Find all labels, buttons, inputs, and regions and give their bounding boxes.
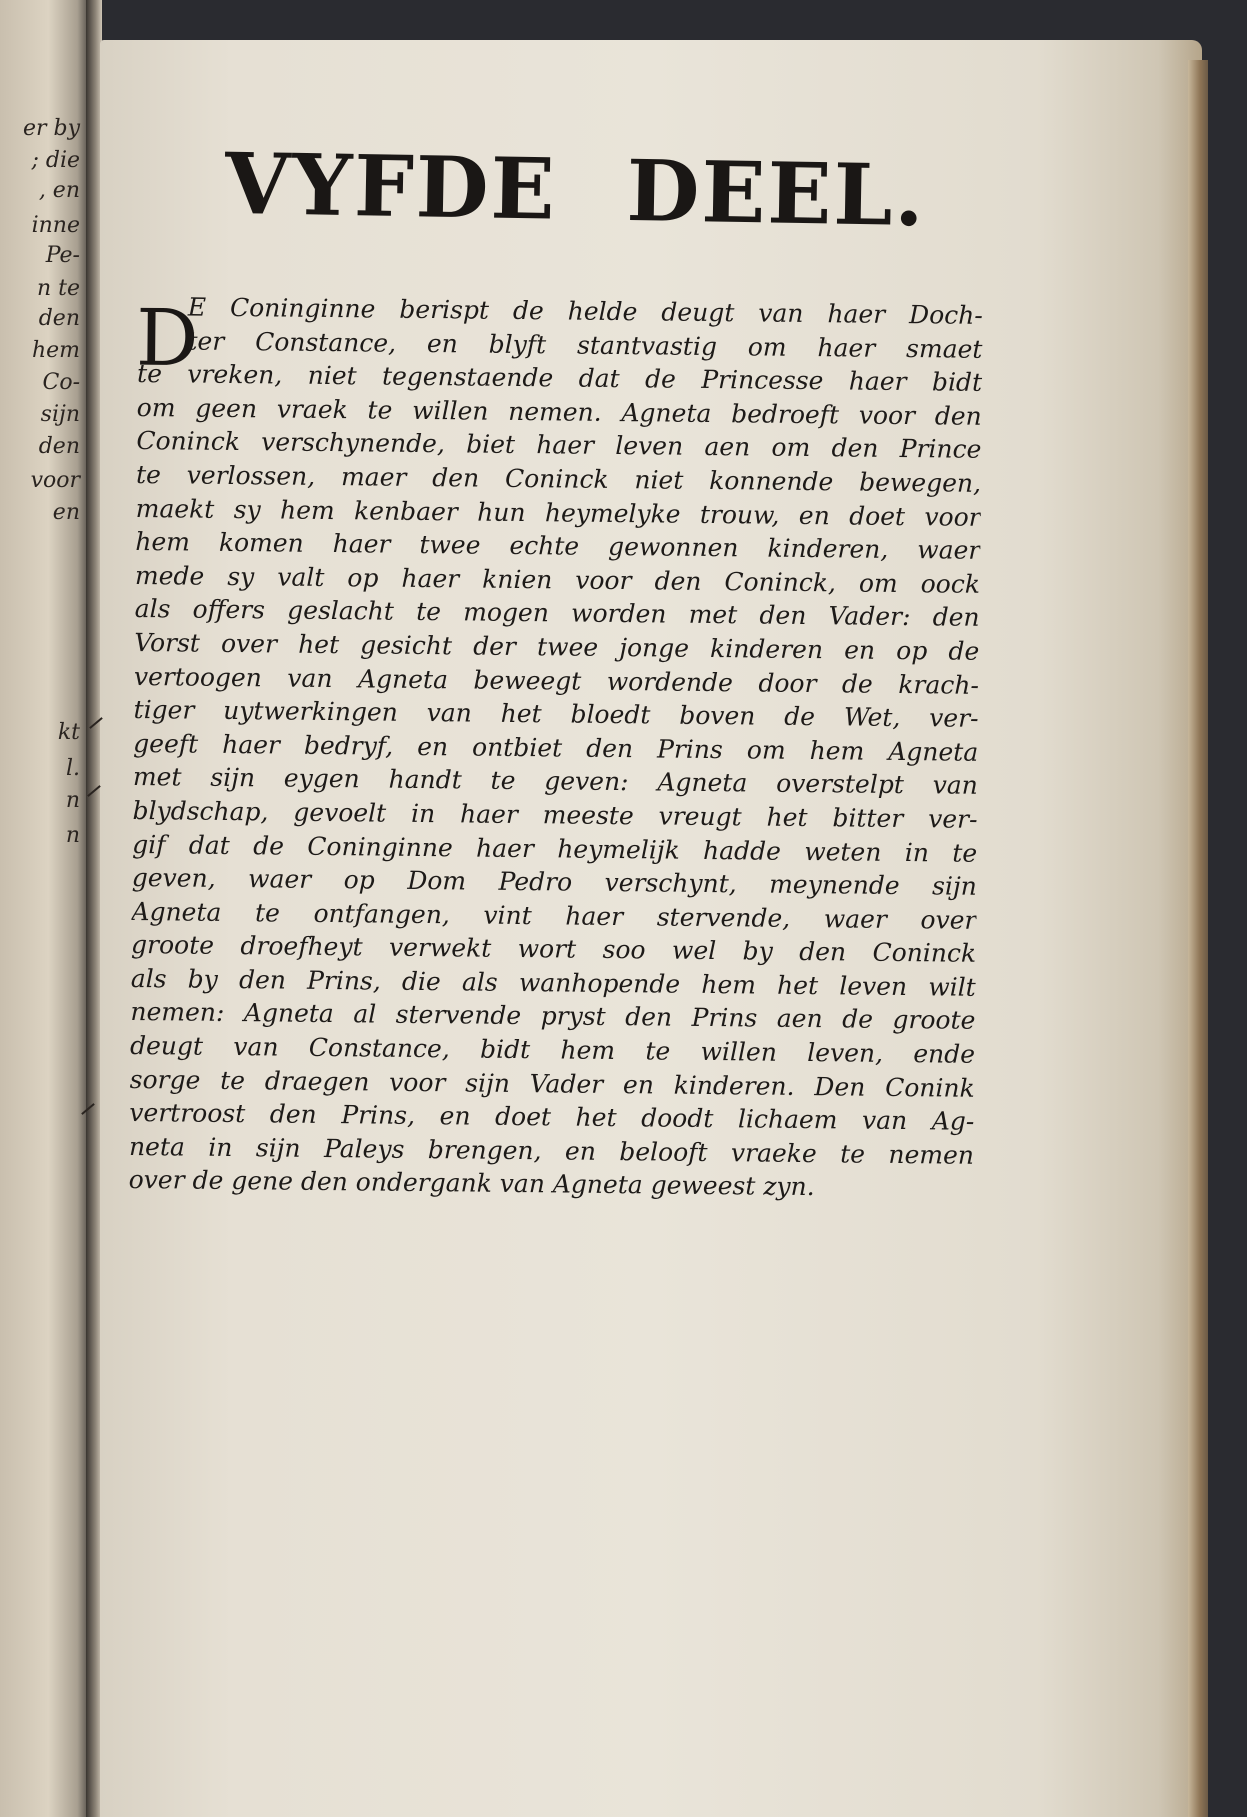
left-page-fragment: l.	[65, 756, 80, 781]
text-line: sorge te draegen voor sijn Vader en kinderen. Den Conink	[129, 1064, 975, 1103]
left-page-fragment: hem	[31, 338, 80, 363]
text-line: als by den Prins, die als wanhopende hem het leven wilt	[130, 963, 976, 1002]
text-line: tiger uytwerkingen van het bloedt boven de Wet, ver-	[133, 695, 979, 733]
left-page-fragment: Co-	[42, 370, 80, 395]
left-page-fragment: n	[65, 823, 80, 848]
text-line: over de gene den ondergank van Agneta geweest zyn.	[128, 1165, 815, 1202]
text-line: ter Constance, en blyft stantvastig om haer smaet	[187, 326, 983, 364]
text-line: mede sy valt op haer knien voor den Coninck, om oock	[134, 560, 981, 599]
left-page-fragment: den	[38, 434, 80, 459]
text-line: Vorst over het gesicht der twee jonge kinderen en op de	[134, 627, 980, 666]
text-line: maekt sy hem kenbaer hun heymelyke trouw, en doet voor	[135, 493, 981, 532]
left-page-fragment: den	[38, 306, 80, 331]
text-line: om geen vraek te willen nemen. Agneta bedroeft voor den	[136, 392, 982, 431]
text-line: geeft haer bedryf, en ontbiet den Prins om hem Agneta	[133, 728, 979, 767]
left-page-fragment: , en	[38, 178, 80, 203]
text-line: nemen: Agneta al stervende pryst den Prins aen de groote	[130, 997, 976, 1036]
text-line: met sijn eygen handt te geven: Agneta overstelpt van	[132, 762, 979, 801]
title-word-2: DEEL.	[625, 140, 927, 246]
text-line: te vreken, niet tegenstaende dat de Princesse haer bidt	[136, 359, 983, 398]
page-edge	[1188, 60, 1208, 1817]
text-line: geven, waer op Dom Pedro verschynt, meynende sijn	[131, 863, 977, 901]
drop-cap: D	[135, 293, 200, 385]
left-page-fragment: er by	[22, 116, 80, 141]
left-page-fragment: n te	[36, 276, 80, 301]
summary-paragraph	[129, 290, 983, 1206]
left-page-fragment: voor	[30, 468, 80, 493]
text-line: Agneta te ontfangen, vint haer stervende, waer over	[131, 896, 977, 935]
page-title	[224, 134, 926, 245]
text-line: als offers geslacht te mogen worden met den Vader: den	[134, 594, 980, 633]
left-page-fragment: inne	[31, 213, 80, 238]
left-page-edge	[0, 0, 88, 1817]
text-line: deugt van Constance, bidt hem te willen leven, ende	[129, 1031, 976, 1069]
text-line: vertoogen van Agneta beweegt wordende door de krach-	[133, 661, 980, 700]
text-line: Coninck verschynende, biet haer leven aen om den Prince	[136, 426, 982, 465]
left-page-fragment: sijn	[40, 402, 80, 427]
text-line: hem komen haer twee echte gewonnen kinderen, waer	[135, 527, 981, 565]
left-page-fragment: ; die	[31, 148, 80, 173]
text-line: groote droefheyt verwekt wort soo wel by den Coninck	[130, 930, 977, 969]
text-line: blydschap, gevoelt in haer meeste vreugt het bitter ver-	[132, 795, 978, 834]
left-page-fragment: n	[65, 788, 80, 813]
left-page-fragment: kt	[57, 720, 80, 745]
text-line: vertroost den Prins, en doet het doodt lichaem van Ag-	[129, 1098, 975, 1137]
text-line: gif dat de Coninginne haer heymelijk hadde weten in te	[132, 829, 978, 868]
text-line: te verlossen, maer den Coninck niet konnende bewegen,	[135, 459, 982, 498]
text-line: neta in sijn Paleys brengen, en belooft vraeke te nemen	[128, 1131, 975, 1170]
text-line: E Coninginne berispt de helde deugt van haer Doch-	[187, 292, 983, 330]
title-word-1: VYFDE	[224, 133, 558, 239]
left-page-fragment: Pe-	[45, 243, 80, 268]
left-page-fragment: en	[52, 500, 80, 525]
